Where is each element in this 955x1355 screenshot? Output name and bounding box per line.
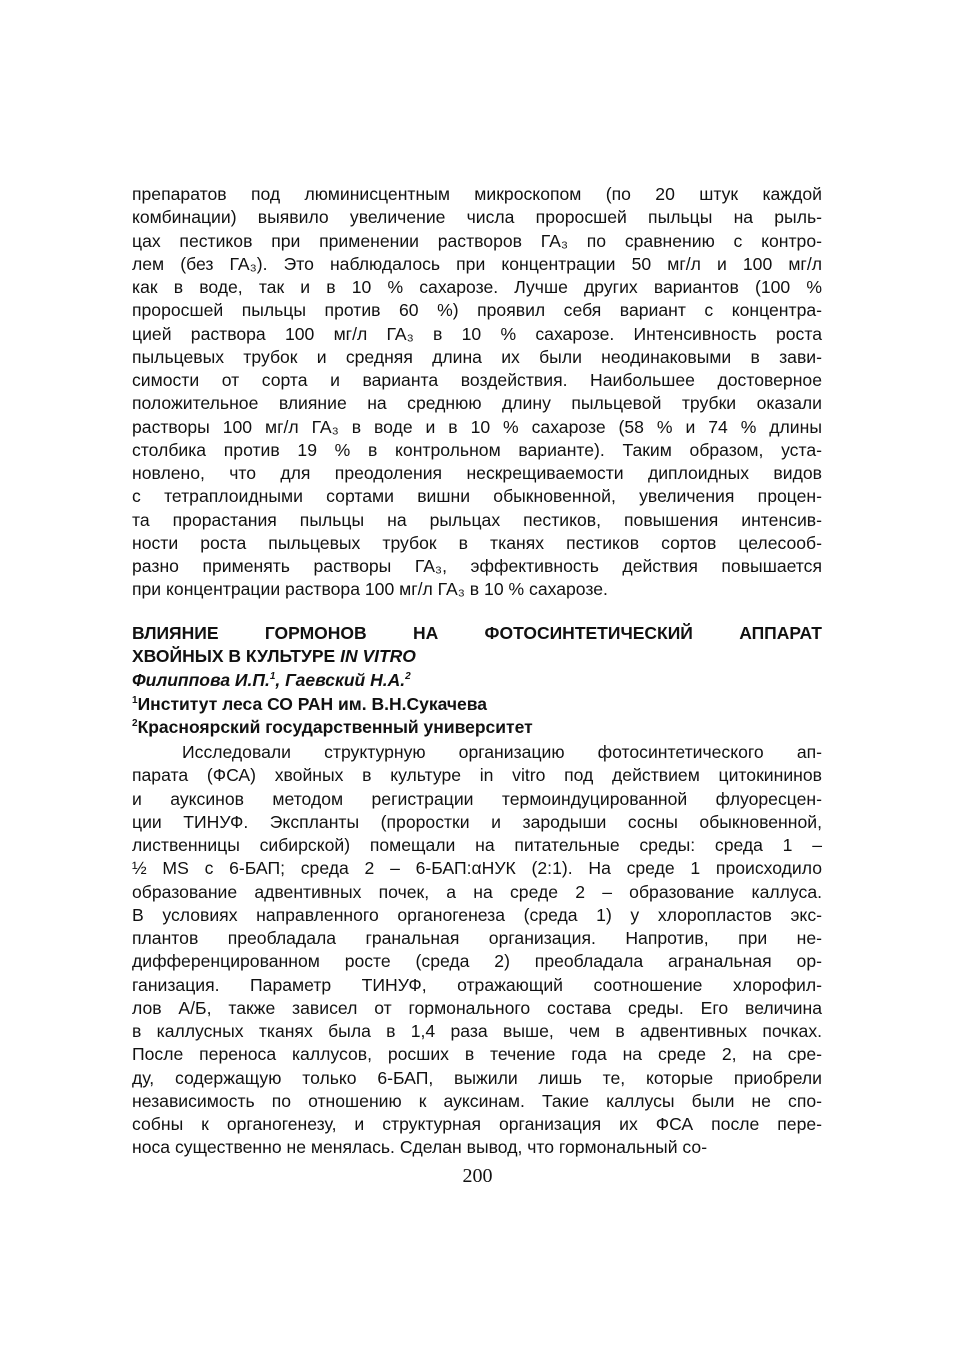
- text-line: разно применять растворы ГА₃, эффективность действия повышается: [132, 556, 822, 576]
- text-line: как в воде, так и в 10 % сахарозе. Лучше других вариантов (100 %: [132, 277, 822, 297]
- affiliation-2: [132, 717, 533, 738]
- text-line: лем (без ГА₃). Это наблюдалось при концентрации 50 мг/л и 100 мг/л: [132, 253, 822, 274]
- affiliation-1: [132, 694, 487, 715]
- text-line: носа существенно не менялась. Сделан вывод, что гормональный со-: [132, 1137, 708, 1158]
- text-line: положительное влияние на среднюю длину пыльцевой трубки оказали: [132, 393, 822, 414]
- text-line: цах пестиков при применении растворов ГА₃ по сравнению с контро-: [132, 230, 822, 251]
- text-line: независимость по отношению к ауксинам. Такие каллусы были не спо-: [132, 1090, 822, 1111]
- text-line: ции ТИНУФ. Экспланты (проростки и зародыши сосны обыкновенной,: [132, 811, 822, 832]
- abstract-paragraph: [132, 741, 822, 1160]
- text-line: с тетраплоидными сортами вишни обыкновенной, увеличения процен-: [132, 486, 822, 507]
- text-line: собны к органогенезу, и структурная организация их ФСА после пере-: [132, 1114, 822, 1134]
- text-line: образование адвентивных почек, а на среде 2 – образование каллуса.: [132, 881, 822, 902]
- text-line: После переноса каллусов, росших в течение года на среде 2, на сре-: [132, 1044, 822, 1065]
- author-1: Филиппова И.П.: [132, 670, 270, 690]
- affiliation-2-text: Красноярский государственный университет: [137, 717, 533, 737]
- abstract-text: [132, 741, 822, 1160]
- text-line: цией раствора 100 мг/л ГА₃ в 10 % сахарозе. Интенсивность роста: [132, 323, 822, 344]
- title-line-1: ВЛИЯНИЕ ГОРМОНОВ НА ФОТОСИНТЕТИЧЕСКИЙ АППАРАТ: [132, 623, 822, 643]
- title-in-vitro: IN VITRO: [340, 646, 416, 666]
- affiliation-2-mark: 2: [132, 718, 138, 729]
- affiliation-1-text: Институт леса СО РАН им. В.Н.Сукачева: [137, 694, 488, 714]
- text-line: ду, содержащую только 6-БАП, выжили лишь те, которые приобрели: [132, 1067, 822, 1088]
- text-line: столбика против 19 % в контрольном варианте). Таким образом, уста-: [132, 439, 822, 460]
- page-number: 200: [462, 1165, 493, 1187]
- text-line: ганизация. Параметр ТИНУФ, отражающий соотношение хлорофил-: [132, 974, 822, 995]
- author-separator: ,: [275, 670, 286, 690]
- body-paragraph-top: [132, 183, 822, 602]
- text-line: проросшей пыльцы против 60 %) проявил себя вариант с концентра-: [132, 300, 822, 321]
- author-2: Гаевский Н.А.: [285, 670, 406, 690]
- text-line: В условиях направленного органогенеза (среда 1) у хлоропластов экс-: [132, 904, 822, 925]
- text-line: и ауксинов методом регистрации термоиндуцированной флуоресцен-: [132, 788, 822, 809]
- text-line: парата (ФСА) хвойных в культуре in vitro под действием цитокининов: [132, 765, 822, 786]
- text-line: пыльцевых трубок и средняя длина их были неодинаковыми в зави-: [132, 346, 822, 367]
- text-line: при концентрации раствора 100 мг/л ГА₃ в 10 % сахарозе.: [132, 579, 608, 600]
- text-line: симости от сорта и варианта воздействия. Наибольшее достоверное: [132, 370, 822, 390]
- authors-line: [132, 670, 411, 691]
- text-line: ности роста пыльцевых трубок в тканях пестиков сортов целесооб-: [132, 532, 822, 553]
- text-line: новлено, что для преодоления нескрещиваемости диплоидных видов: [132, 463, 822, 483]
- text-line: та прорастания пыльцы на рыльцах пестиков, повышения интенсив-: [132, 509, 822, 530]
- author-1-mark: 1: [269, 671, 276, 682]
- text-line: лиственницы сибирской) помещали на питательные среды: среда 1 –: [132, 835, 822, 855]
- title-line-2-prefix: ХВОЙНЫХ В КУЛЬТУРЕ: [132, 646, 341, 666]
- author-2-mark: 2: [405, 671, 411, 682]
- title-line-2: [132, 645, 822, 668]
- text-line: плантов преобладала гранальная организация. Напротив, при не-: [132, 928, 822, 948]
- paragraph-text: [132, 183, 822, 602]
- text-line: препаратов под люминисцентным микроскопом (по 20 штук каждой: [132, 184, 822, 204]
- text-line: Исследовали структурную организацию фотосинтетического ап-: [182, 742, 822, 762]
- text-line: в каллусных тканях была в 1,4 раза выше, чем в адвентивных почках.: [132, 1021, 822, 1041]
- affiliation-1-mark: 1: [132, 695, 138, 706]
- article-title: [132, 622, 822, 668]
- text-line: лов А/Б, также зависел от гормонального состава среды. Его величина: [132, 997, 822, 1018]
- text-line: дифференцированном росте (среда 2) преобладала агранальная ор-: [132, 951, 822, 972]
- text-line: растворы 100 мг/л ГА₃ в воде и в 10 % сахарозе (58 % и 74 % длины: [132, 416, 822, 437]
- text-line: комбинации) выявило увеличение числа проросшей пыльцы на рыль-: [132, 207, 822, 228]
- text-line: ½ MS с 6-БАП; среда 2 – 6-БАП:αНУК (2:1). На среде 1 происходило: [132, 858, 822, 879]
